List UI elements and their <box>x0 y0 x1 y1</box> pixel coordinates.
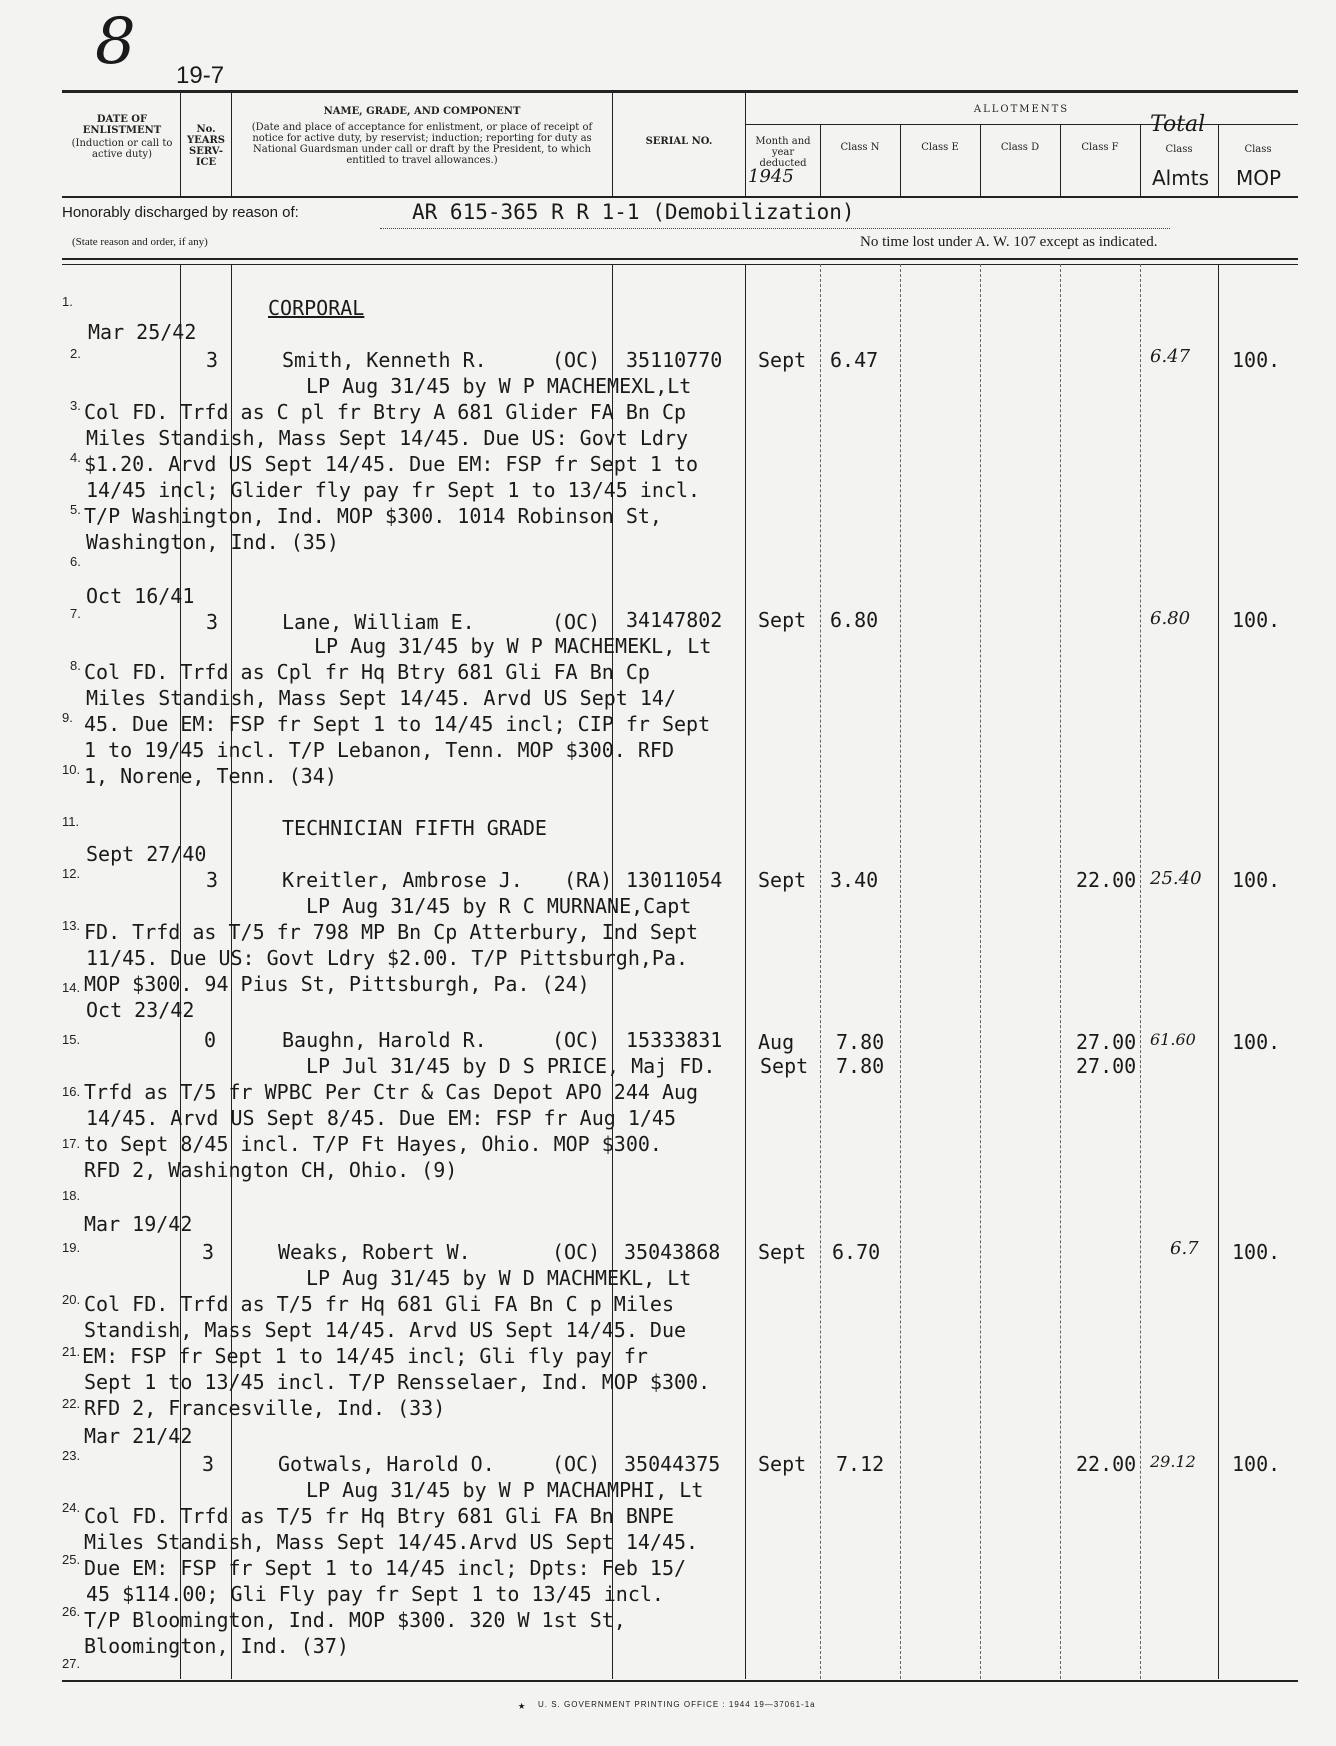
entry-name: Kreitler, Ambrose J. <box>282 868 523 892</box>
header-divider <box>1218 124 1219 196</box>
entry-serial: 35043868 <box>624 1240 721 1264</box>
entry-month: Sept <box>758 868 807 892</box>
header-total-hand: Total <box>1150 112 1206 137</box>
entry-detail: 11/45. Due US: Govt Ldry $2.00. T/P Pittsburgh,Pa. <box>86 946 689 970</box>
entry-class-n: 3.40 <box>830 868 879 892</box>
entry-total: 25.40 <box>1150 868 1202 889</box>
col-serial-left <box>612 264 613 1679</box>
entry-class-n-2: 7.80 <box>836 1054 885 1078</box>
col-total <box>1140 264 1141 1679</box>
line-number: 27. <box>62 1656 81 1671</box>
line-number: 3. <box>70 398 81 413</box>
entry-years: 3 <box>206 868 219 892</box>
header-top-rule <box>62 90 1298 93</box>
entry-serial: 34147802 <box>626 608 723 632</box>
line-number: 10. <box>62 762 81 777</box>
entry-mop: 100. <box>1232 1030 1281 1054</box>
entry-detail: RFD 2, Washington CH, Ohio. (9) <box>84 1158 458 1182</box>
entry-detail: RFD 2, Francesville, Ind. (33) <box>84 1396 446 1420</box>
state-reason-note: (State reason and order, if any) <box>72 236 208 248</box>
section-heading-t5: TECHNICIAN FIFTH GRADE <box>282 816 547 840</box>
entry-date: Oct 23/42 <box>86 998 195 1022</box>
entry-lp: LP Aug 31/45 by R C MURNANE,Capt <box>306 894 692 918</box>
col-class-f <box>1060 264 1061 1679</box>
entry-month: Sept <box>758 1452 807 1476</box>
line-number: 9. <box>62 710 73 725</box>
header-divider <box>980 124 981 196</box>
entry-serial: 15333831 <box>626 1028 723 1052</box>
entry-lp: LP Aug 31/45 by W P MACHEMEKL, Lt <box>314 634 712 658</box>
entry-serial: 35044375 <box>624 1452 721 1476</box>
header-class-d: Class D <box>1000 142 1040 153</box>
entry-mop: 100. <box>1232 348 1281 372</box>
line-number: 7. <box>70 606 81 621</box>
entry-mop: 100. <box>1232 1240 1281 1264</box>
line-number: 1. <box>62 294 73 309</box>
entry-detail: T/P Bloomington, Ind. MOP $300. 320 W 1st St, <box>84 1608 626 1632</box>
header-bottom-rule <box>62 196 1298 198</box>
entry-month: Sept <box>758 348 807 372</box>
entry-detail: Washington, Ind. (35) <box>86 530 339 554</box>
header-divider <box>180 92 181 196</box>
entry-detail: 45. Due EM: FSP fr Sept 1 to 14/45 incl; CIP fr Sept <box>84 712 711 736</box>
entry-serial: 13011054 <box>626 868 723 892</box>
discharge-reason: AR 615-365 R R 1-1 (Demobilization) <box>412 200 855 224</box>
entry-total: 29.12 <box>1150 1452 1196 1471</box>
entry-detail: MOP $300. 94 Pius St, Pittsburgh, Pa. (24) <box>84 972 590 996</box>
entry-month-2: Sept <box>760 1054 809 1078</box>
header-almts-hand: Almts <box>1152 166 1209 190</box>
line-number: 26. <box>62 1604 81 1619</box>
entry-serial: 35110770 <box>626 348 723 372</box>
header-divider <box>231 92 232 196</box>
line-number: 22. <box>62 1396 81 1411</box>
entry-detail: Bloomington, Ind. (37) <box>84 1634 349 1658</box>
entry-class-n: 7.80 <box>836 1030 885 1054</box>
col-class-d <box>980 264 981 1679</box>
entry-component: (OC) <box>552 610 601 634</box>
line-number: 5. <box>70 502 81 517</box>
entry-class-n: 6.47 <box>830 348 879 372</box>
entry-detail: $1.20. Arvd US Sept 14/45. Due EM: FSP fr Sept 1 to <box>84 452 699 476</box>
body-top-rule-2 <box>62 264 1298 265</box>
entry-years: 3 <box>206 610 219 634</box>
line-number: 12. <box>62 866 81 881</box>
allotments-rule <box>745 124 1298 125</box>
entry-date: Mar 19/42 <box>84 1212 193 1236</box>
header-name-grade-note: (Date and place of acceptance for enlistment, or place of receipt of notice for active duty, by reservist; induction; reporting for duty as National Guardsman under call or draft by the President, to which entitled to travel allowances.) <box>251 122 593 166</box>
line-number: 19. <box>62 1240 81 1255</box>
header-allotments: ALLOTMENTS <box>973 104 1070 115</box>
entry-class-f: 22.00 <box>1076 1452 1137 1476</box>
line-number: 21. <box>62 1344 81 1359</box>
line-number: 14. <box>62 980 81 995</box>
entry-detail: Col FD. Trfd as C pl fr Btry A 681 Glider FA Bn Cp <box>84 400 687 424</box>
line-number: 11. <box>62 814 80 829</box>
body-bottom-rule <box>62 1680 1298 1682</box>
entry-lp: LP Aug 31/45 by W D MACHMEKL, Lt <box>306 1266 692 1290</box>
entry-class-f-2: 27.00 <box>1076 1054 1137 1078</box>
entry-detail: 14/45 incl; Glider fly pay fr Sept 1 to 13/45 incl. <box>86 478 701 502</box>
entry-name: Smith, Kenneth R. <box>282 348 487 372</box>
entry-detail: 14/45. Arvd US Sept 8/45. Due EM: FSP fr Aug 1/45 <box>86 1106 677 1130</box>
header-class-x1: Class <box>1165 144 1193 155</box>
header-divider <box>1060 124 1061 196</box>
entry-years: 3 <box>202 1240 215 1264</box>
no-time-lost: No time lost under A. W. 107 except as indicated. <box>860 234 1158 250</box>
header-divider <box>820 124 821 196</box>
section-heading-corporal: CORPORAL <box>268 296 365 320</box>
line-number: 18. <box>62 1188 81 1203</box>
header-date-enlistment: DATE OF ENLISTMENT (Induction or call to active duty) <box>71 114 173 160</box>
line-number: 25. <box>62 1552 81 1567</box>
entry-component: (OC) <box>552 1452 601 1476</box>
header-month-year: Month and year deducted <box>755 136 811 169</box>
entry-date: Mar 21/42 <box>84 1424 193 1448</box>
col-mop <box>1218 264 1219 1679</box>
header-divider <box>1140 124 1141 196</box>
line-number: 8. <box>70 658 81 673</box>
entry-month: Sept <box>758 608 807 632</box>
entry-date: Sept 27/40 <box>86 842 207 866</box>
line-number: 6. <box>70 554 81 569</box>
entry-lp: LP Aug 31/45 by W P MACHEMEXL,Lt <box>306 374 692 398</box>
entry-detail: Due EM: FSP fr Sept 1 to 14/45 incl; Dpts: Feb 15/ <box>84 1556 687 1580</box>
entry-date: Oct 16/41 <box>86 584 195 608</box>
entry-detail: FD. Trfd as T/5 fr 798 MP Bn Cp Atterbury, Ind Sept <box>84 920 699 944</box>
entry-mop: 100. <box>1232 608 1281 632</box>
entry-detail: Col FD. Trfd as T/5 fr Hq Btry 681 Gli FA Bn BNPE <box>84 1504 675 1528</box>
entry-detail: to Sept 8/45 incl. T/P Ft Hayes, Ohio. MOP $300. <box>84 1132 662 1156</box>
entry-detail: EM: FSP fr Sept 1 to 14/45 incl; Gli fly pay fr <box>82 1344 648 1368</box>
entry-detail: Miles Standish, Mass Sept 14/45.Arvd US Sept 14/45. <box>84 1530 699 1554</box>
entry-lp: LP Jul 31/45 by D S PRICE, Maj FD. <box>306 1054 716 1078</box>
entry-class-n: 6.80 <box>830 608 879 632</box>
header-class-f: Class F <box>1081 142 1119 153</box>
entry-class-n: 7.12 <box>836 1452 885 1476</box>
entry-month: Aug <box>758 1030 795 1054</box>
entry-total: 6.7 <box>1170 1238 1199 1259</box>
reason-underline <box>380 228 1170 229</box>
entry-name: Gotwals, Harold O. <box>278 1452 495 1476</box>
entry-lp: LP Aug 31/45 by W P MACHAMPHI, Lt <box>306 1478 704 1502</box>
entry-name: Baughn, Harold R. <box>282 1028 487 1052</box>
entry-total: 6.47 <box>1150 346 1191 367</box>
line-number: 23. <box>62 1448 81 1463</box>
entry-class-n: 6.70 <box>832 1240 881 1264</box>
entry-name: Weaks, Robert W. <box>278 1240 471 1264</box>
header-name-grade-title: NAME, GRADE, AND COMPONENT <box>323 106 521 117</box>
header-serial-no: SERIAL NO. <box>645 136 713 147</box>
entry-detail: Miles Standish, Mass Sept 14/45. Due US: Govt Ldry <box>86 426 689 450</box>
entry-detail: Sept 1 to 13/45 incl. T/P Rensselaer, Ind. MOP $300. <box>84 1370 711 1394</box>
honorable-label: Honorably discharged by reason of: <box>62 204 299 221</box>
header-class-x2: Class <box>1244 144 1272 155</box>
header-class-e: Class E <box>921 142 959 153</box>
entry-detail: Trfd as T/5 fr WPBC Per Ctr & Cas Depot APO 244 Aug <box>84 1080 699 1104</box>
entry-name: Lane, William E. <box>282 610 475 634</box>
header-years-service: No. YEARS SERV- ICE <box>186 124 226 168</box>
entry-component: (RA) <box>564 868 613 892</box>
line-number: 16. <box>62 1084 81 1099</box>
entry-total: 6.80 <box>1150 608 1191 629</box>
entry-mop: 100. <box>1232 868 1281 892</box>
entry-detail: 45 $114.00; Gli Fly pay fr Sept 1 to 13/45 incl. <box>86 1582 664 1606</box>
entry-detail: T/P Washington, Ind. MOP $300. 1014 Robinson St, <box>84 504 662 528</box>
footer-star-icon: ★ <box>518 1698 526 1712</box>
line-number: 2. <box>70 346 81 361</box>
header-divider <box>900 124 901 196</box>
entry-detail: Standish, Mass Sept 14/45. Arvd US Sept 14/45. Due <box>84 1318 687 1342</box>
header-year-hand: 1945 <box>748 166 794 187</box>
line-number: 15. <box>62 1032 81 1047</box>
entry-years: 3 <box>206 348 219 372</box>
body-top-rule <box>62 258 1298 260</box>
entry-class-f: 27.00 <box>1076 1030 1137 1054</box>
header-class-n: Class N <box>840 142 880 153</box>
entry-detail: Col FD. Trfd as T/5 fr Hq 681 Gli FA Bn C p Miles <box>84 1292 675 1316</box>
entry-component: (OC) <box>552 1240 601 1264</box>
line-number: 24. <box>62 1500 81 1515</box>
handwritten-page-number: 8 <box>95 5 136 79</box>
entry-total: 61.60 <box>1150 1030 1196 1049</box>
col-month-left <box>745 264 746 1679</box>
entry-mop: 100. <box>1232 1452 1281 1476</box>
line-number: 4. <box>70 450 81 465</box>
line-number: 13. <box>62 918 81 933</box>
entry-component: (OC) <box>552 348 601 372</box>
col-class-n <box>820 264 821 1679</box>
entry-month: Sept <box>758 1240 807 1264</box>
entry-component: (OC) <box>552 1028 601 1052</box>
entry-years: 0 <box>204 1028 217 1052</box>
line-number: 17. <box>62 1136 81 1151</box>
entry-date: Mar 25/42 <box>88 320 197 344</box>
entry-detail: Miles Standish, Mass Sept 14/45. Arvd US Sept 14/ <box>86 686 677 710</box>
header-mop-hand: MOP <box>1236 166 1282 190</box>
entry-detail: 1 to 19/45 incl. T/P Lebanon, Tenn. MOP $300. RFD <box>84 738 675 762</box>
entry-detail: 1, Norene, Tenn. (34) <box>84 764 337 788</box>
entry-years: 3 <box>202 1452 215 1476</box>
footer-printing-office: U. S. GOVERNMENT PRINTING OFFICE : 1944 19—37061-1a <box>538 1700 816 1709</box>
form-number: 19-7 <box>176 62 225 89</box>
header-divider <box>612 92 613 196</box>
entry-class-f: 22.00 <box>1076 868 1137 892</box>
line-number: 20. <box>62 1292 81 1307</box>
entry-detail: Col FD. Trfd as Cpl fr Hq Btry 681 Gli FA Bn Cp <box>84 660 650 684</box>
col-class-e <box>900 264 901 1679</box>
